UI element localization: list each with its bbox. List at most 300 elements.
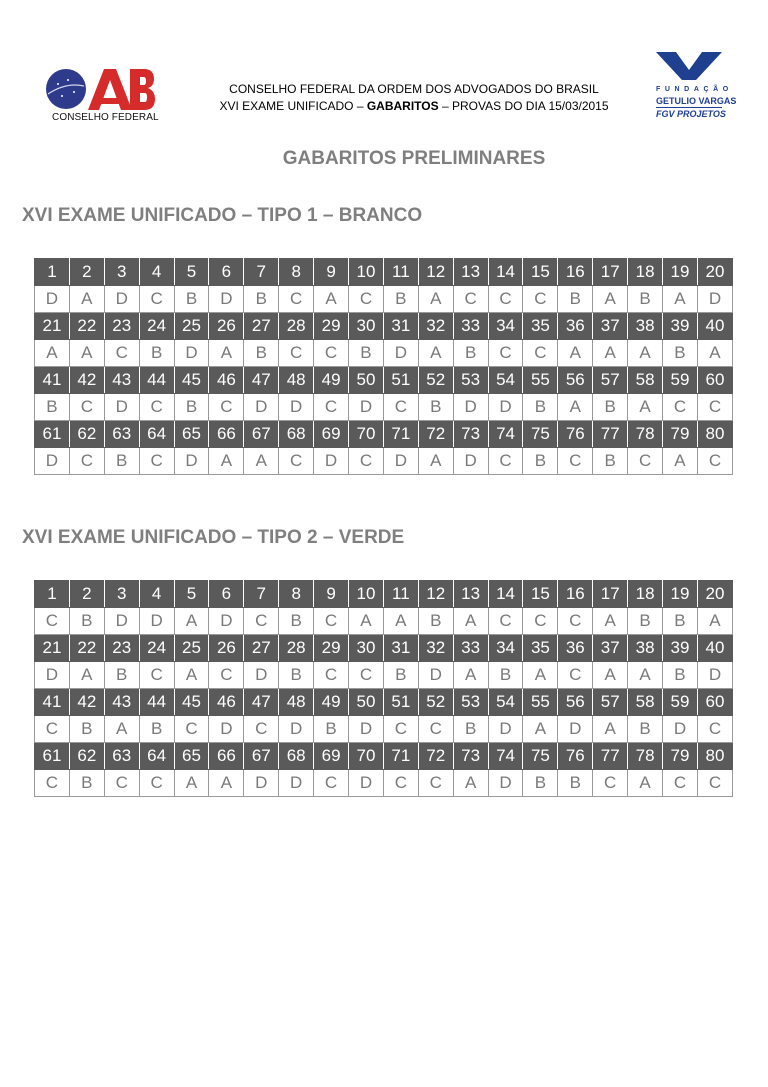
answer-table-tipo2 [34, 580, 733, 797]
question-number: 37 [593, 313, 628, 340]
question-number: 34 [488, 313, 523, 340]
answer-cell: D [383, 448, 418, 475]
answer-cell: B [558, 286, 593, 313]
answer-cell: A [209, 340, 244, 367]
question-number: 75 [523, 421, 558, 448]
question-number: 68 [279, 743, 314, 770]
question-number: 51 [383, 367, 418, 394]
question-number: 67 [244, 421, 279, 448]
answer-cell: C [697, 770, 732, 797]
answer-cell: D [104, 394, 139, 421]
question-number: 44 [139, 367, 174, 394]
question-number: 34 [488, 635, 523, 662]
answer-cell: C [488, 448, 523, 475]
answer-cell: B [139, 340, 174, 367]
answer-cell: B [349, 340, 384, 367]
question-number: 33 [453, 635, 488, 662]
question-number: 5 [174, 259, 209, 286]
answer-cell: A [418, 340, 453, 367]
answer-cell: C [69, 448, 104, 475]
answer-cell: B [69, 608, 104, 635]
answer-cell: D [349, 770, 384, 797]
answer-cell: C [139, 448, 174, 475]
question-number: 46 [209, 689, 244, 716]
question-number: 60 [697, 367, 732, 394]
answer-cell: C [349, 448, 384, 475]
answer-cell: B [523, 448, 558, 475]
answer-cell: A [453, 608, 488, 635]
question-number: 49 [314, 367, 349, 394]
question-number: 21 [35, 313, 70, 340]
answer-cell: B [593, 448, 628, 475]
question-number: 66 [209, 743, 244, 770]
question-number: 10 [349, 259, 384, 286]
answer-row [35, 770, 733, 797]
answer-cell: B [628, 608, 663, 635]
answer-cell: C [314, 770, 349, 797]
answer-row [35, 394, 733, 421]
fgv-line1: FUNDAÇÃO [656, 86, 733, 93]
question-number-row [35, 367, 733, 394]
answer-cell: A [558, 340, 593, 367]
answer-cell: C [35, 608, 70, 635]
question-number: 35 [523, 313, 558, 340]
answer-cell: C [139, 394, 174, 421]
answer-cell: B [523, 770, 558, 797]
question-number: 63 [104, 743, 139, 770]
answer-cell: D [663, 716, 698, 743]
answer-cell: C [279, 448, 314, 475]
question-number: 69 [314, 421, 349, 448]
answer-cell: D [174, 448, 209, 475]
question-number: 65 [174, 421, 209, 448]
question-number: 61 [35, 743, 70, 770]
question-number: 43 [104, 367, 139, 394]
answer-cell: A [663, 448, 698, 475]
answer-cell: C [418, 770, 453, 797]
answer-cell: B [558, 770, 593, 797]
fgv-logo-mark [656, 50, 722, 82]
question-number: 23 [104, 313, 139, 340]
answer-cell: C [523, 340, 558, 367]
question-number: 6 [209, 581, 244, 608]
answer-cell: A [244, 448, 279, 475]
question-number: 64 [139, 421, 174, 448]
fgv-line3: FGV PROJETOS [656, 109, 726, 119]
question-number: 77 [593, 421, 628, 448]
question-number: 66 [209, 421, 244, 448]
question-number: 1 [35, 581, 70, 608]
answer-cell: A [418, 286, 453, 313]
question-number: 20 [697, 259, 732, 286]
answer-cell: C [279, 340, 314, 367]
question-number: 21 [35, 635, 70, 662]
answer-cell: D [35, 662, 70, 689]
question-number: 29 [314, 313, 349, 340]
answer-cell: C [279, 286, 314, 313]
answer-cell: C [209, 662, 244, 689]
answer-cell: A [628, 340, 663, 367]
answer-table-tipo1 [34, 258, 733, 475]
answer-cell: B [174, 286, 209, 313]
answer-cell: A [418, 448, 453, 475]
question-number: 53 [453, 689, 488, 716]
section-title-tipo1: XVI EXAME UNIFICADO – TIPO 1 – BRANCO [22, 205, 423, 226]
question-number: 27 [244, 635, 279, 662]
page-title: GABARITOS PRELIMINARES [282, 148, 546, 169]
question-number: 44 [139, 689, 174, 716]
question-number: 74 [488, 421, 523, 448]
answer-cell: A [314, 286, 349, 313]
answer-cell: B [663, 608, 698, 635]
question-number: 36 [558, 635, 593, 662]
answer-cell: A [628, 394, 663, 421]
question-number: 17 [593, 581, 628, 608]
answer-cell: C [523, 286, 558, 313]
answer-cell: A [628, 770, 663, 797]
answer-cell: B [418, 394, 453, 421]
question-number: 76 [558, 743, 593, 770]
answer-cell: B [628, 716, 663, 743]
section-title-tipo2: XVI EXAME UNIFICADO – TIPO 2 – VERDE [22, 527, 405, 548]
answer-cell: D [104, 608, 139, 635]
question-number: 31 [383, 635, 418, 662]
question-number: 40 [697, 635, 732, 662]
answer-cell: B [174, 394, 209, 421]
question-number: 63 [104, 421, 139, 448]
question-number: 25 [174, 635, 209, 662]
answer-cell: A [523, 716, 558, 743]
question-number: 24 [139, 635, 174, 662]
answer-cell: B [279, 608, 314, 635]
question-number: 30 [349, 313, 384, 340]
answer-cell: C [418, 716, 453, 743]
question-number: 14 [488, 259, 523, 286]
answer-cell: D [244, 770, 279, 797]
answer-cell: A [558, 394, 593, 421]
question-number: 60 [697, 689, 732, 716]
question-number: 43 [104, 689, 139, 716]
answer-cell: B [453, 340, 488, 367]
question-number: 13 [453, 259, 488, 286]
question-number: 53 [453, 367, 488, 394]
question-number: 16 [558, 259, 593, 286]
question-number: 39 [663, 313, 698, 340]
question-number: 69 [314, 743, 349, 770]
question-number: 56 [558, 367, 593, 394]
question-number: 29 [314, 635, 349, 662]
question-number: 17 [593, 259, 628, 286]
answer-cell: D [349, 716, 384, 743]
answer-cell: A [69, 286, 104, 313]
question-number-row [35, 421, 733, 448]
question-number: 32 [418, 635, 453, 662]
answer-cell: A [593, 662, 628, 689]
question-number: 76 [558, 421, 593, 448]
question-number: 65 [174, 743, 209, 770]
answer-cell: C [314, 394, 349, 421]
question-number: 46 [209, 367, 244, 394]
question-number: 18 [628, 259, 663, 286]
answer-cell: C [453, 286, 488, 313]
answer-cell: A [697, 608, 732, 635]
answer-cell: C [383, 716, 418, 743]
answer-cell: B [244, 340, 279, 367]
answer-cell: B [628, 286, 663, 313]
answer-cell: B [663, 340, 698, 367]
answer-cell: B [593, 394, 628, 421]
answer-cell: A [69, 662, 104, 689]
answer-cell: C [488, 286, 523, 313]
answer-row [35, 662, 733, 689]
question-number: 72 [418, 743, 453, 770]
question-number: 79 [663, 421, 698, 448]
question-number: 39 [663, 635, 698, 662]
answer-cell: B [104, 448, 139, 475]
question-number: 37 [593, 635, 628, 662]
question-number: 5 [174, 581, 209, 608]
question-number-row [35, 689, 733, 716]
answer-cell: D [279, 394, 314, 421]
answer-cell: C [349, 286, 384, 313]
answer-cell: D [35, 286, 70, 313]
answer-cell: A [593, 340, 628, 367]
answer-cell: D [244, 394, 279, 421]
question-number: 35 [523, 635, 558, 662]
answer-cell: C [209, 394, 244, 421]
question-number: 58 [628, 689, 663, 716]
question-number: 12 [418, 259, 453, 286]
answer-cell: D [558, 716, 593, 743]
answer-cell: D [488, 716, 523, 743]
question-number: 32 [418, 313, 453, 340]
question-number: 1 [35, 259, 70, 286]
answer-cell: D [488, 770, 523, 797]
answer-cell: A [697, 340, 732, 367]
answer-cell: B [314, 716, 349, 743]
answer-cell: A [349, 608, 384, 635]
question-number: 52 [418, 367, 453, 394]
question-number: 55 [523, 367, 558, 394]
question-number: 41 [35, 689, 70, 716]
question-number: 6 [209, 259, 244, 286]
answer-cell: A [69, 340, 104, 367]
answer-cell: C [628, 448, 663, 475]
answer-row [35, 448, 733, 475]
question-number: 15 [523, 581, 558, 608]
answer-cell: D [104, 286, 139, 313]
question-number: 18 [628, 581, 663, 608]
answer-cell: C [139, 770, 174, 797]
question-number-row [35, 259, 733, 286]
answer-cell: C [104, 770, 139, 797]
question-number: 9 [314, 259, 349, 286]
question-number: 41 [35, 367, 70, 394]
question-number: 62 [69, 421, 104, 448]
question-number: 61 [35, 421, 70, 448]
question-number: 13 [453, 581, 488, 608]
question-number: 4 [139, 581, 174, 608]
answer-cell: B [35, 394, 70, 421]
answer-cell: C [314, 340, 349, 367]
answer-cell: C [139, 286, 174, 313]
answer-cell: B [523, 394, 558, 421]
answer-cell: B [383, 286, 418, 313]
question-number: 59 [663, 689, 698, 716]
question-number: 67 [244, 743, 279, 770]
header-line2-suffix: – PROVAS DO DIA 15/03/2015 [441, 99, 609, 113]
question-number: 36 [558, 313, 593, 340]
question-number: 22 [69, 313, 104, 340]
question-number: 75 [523, 743, 558, 770]
answer-cell: C [488, 340, 523, 367]
question-number: 10 [349, 581, 384, 608]
answer-cell: D [139, 608, 174, 635]
question-number: 27 [244, 313, 279, 340]
answer-cell: D [488, 394, 523, 421]
question-number: 47 [244, 689, 279, 716]
question-number: 49 [314, 689, 349, 716]
question-number-row [35, 635, 733, 662]
answer-cell: A [593, 608, 628, 635]
question-number: 54 [488, 689, 523, 716]
answer-cell: A [593, 286, 628, 313]
question-number: 51 [383, 689, 418, 716]
question-number: 23 [104, 635, 139, 662]
question-number: 40 [697, 313, 732, 340]
question-number: 22 [69, 635, 104, 662]
fgv-line2: GETULIO VARGAS [656, 96, 737, 106]
question-number: 12 [418, 581, 453, 608]
question-number: 8 [279, 259, 314, 286]
question-number: 26 [209, 635, 244, 662]
question-number: 57 [593, 689, 628, 716]
answer-cell: B [488, 662, 523, 689]
answer-cell: C [349, 662, 384, 689]
answer-cell: D [418, 662, 453, 689]
question-number-row [35, 581, 733, 608]
answer-cell: B [279, 662, 314, 689]
answer-cell: C [697, 716, 732, 743]
answer-cell: C [558, 662, 593, 689]
oab-caption: CONSELHO FEDERAL [52, 112, 159, 123]
question-number: 80 [697, 743, 732, 770]
oab-logo [44, 66, 159, 128]
question-number: 19 [663, 259, 698, 286]
question-number-row [35, 743, 733, 770]
question-number: 56 [558, 689, 593, 716]
answer-cell: A [453, 770, 488, 797]
question-number: 16 [558, 581, 593, 608]
answer-cell: B [663, 662, 698, 689]
answer-cell: D [244, 662, 279, 689]
answer-cell: B [69, 770, 104, 797]
answer-cell: D [453, 448, 488, 475]
answer-cell: C [383, 394, 418, 421]
question-number: 38 [628, 313, 663, 340]
answer-cell: A [628, 662, 663, 689]
question-number: 3 [104, 259, 139, 286]
answer-cell: B [418, 608, 453, 635]
answer-cell: A [523, 662, 558, 689]
question-number: 52 [418, 689, 453, 716]
question-number: 20 [697, 581, 732, 608]
answer-cell: C [174, 716, 209, 743]
answer-cell: C [488, 608, 523, 635]
answer-cell: B [69, 716, 104, 743]
answer-cell: D [279, 770, 314, 797]
question-number: 70 [349, 421, 384, 448]
question-number: 38 [628, 635, 663, 662]
question-number: 77 [593, 743, 628, 770]
answer-cell: B [244, 286, 279, 313]
answer-cell: A [593, 716, 628, 743]
answer-cell: D [349, 394, 384, 421]
question-number: 48 [279, 367, 314, 394]
question-number: 80 [697, 421, 732, 448]
answer-cell: C [663, 394, 698, 421]
answer-cell: A [663, 286, 698, 313]
question-number: 72 [418, 421, 453, 448]
question-number: 31 [383, 313, 418, 340]
answer-cell: C [244, 608, 279, 635]
answer-row [35, 716, 733, 743]
question-number: 78 [628, 743, 663, 770]
question-number: 7 [244, 259, 279, 286]
question-number: 70 [349, 743, 384, 770]
question-number: 19 [663, 581, 698, 608]
question-number: 7 [244, 581, 279, 608]
question-number: 62 [69, 743, 104, 770]
question-number: 79 [663, 743, 698, 770]
question-number: 8 [279, 581, 314, 608]
question-number: 73 [453, 743, 488, 770]
question-number: 15 [523, 259, 558, 286]
answer-cell: A [35, 340, 70, 367]
answer-cell: C [593, 770, 628, 797]
answer-row [35, 286, 733, 313]
answer-cell: B [383, 662, 418, 689]
question-number: 58 [628, 367, 663, 394]
question-number: 42 [69, 367, 104, 394]
header-line2-bold: GABARITOS [366, 99, 439, 113]
answer-cell: A [174, 608, 209, 635]
question-number: 64 [139, 743, 174, 770]
answer-cell: D [314, 448, 349, 475]
answer-cell: D [209, 608, 244, 635]
answer-cell: A [453, 662, 488, 689]
question-number: 25 [174, 313, 209, 340]
answer-cell: A [209, 448, 244, 475]
question-number: 33 [453, 313, 488, 340]
question-number: 42 [69, 689, 104, 716]
header-line1: CONSELHO FEDERAL DA ORDEM DOS ADVOGADOS DO BRASIL [229, 82, 599, 96]
answer-cell: C [558, 448, 593, 475]
answer-cell: D [209, 716, 244, 743]
question-number: 50 [349, 689, 384, 716]
question-number: 45 [174, 367, 209, 394]
question-number: 11 [383, 259, 418, 286]
question-number: 4 [139, 259, 174, 286]
answer-cell: A [174, 662, 209, 689]
answer-cell: C [35, 716, 70, 743]
question-number: 9 [314, 581, 349, 608]
question-number: 14 [488, 581, 523, 608]
answer-cell: C [697, 448, 732, 475]
question-number: 3 [104, 581, 139, 608]
question-number: 2 [69, 259, 104, 286]
question-number: 26 [209, 313, 244, 340]
